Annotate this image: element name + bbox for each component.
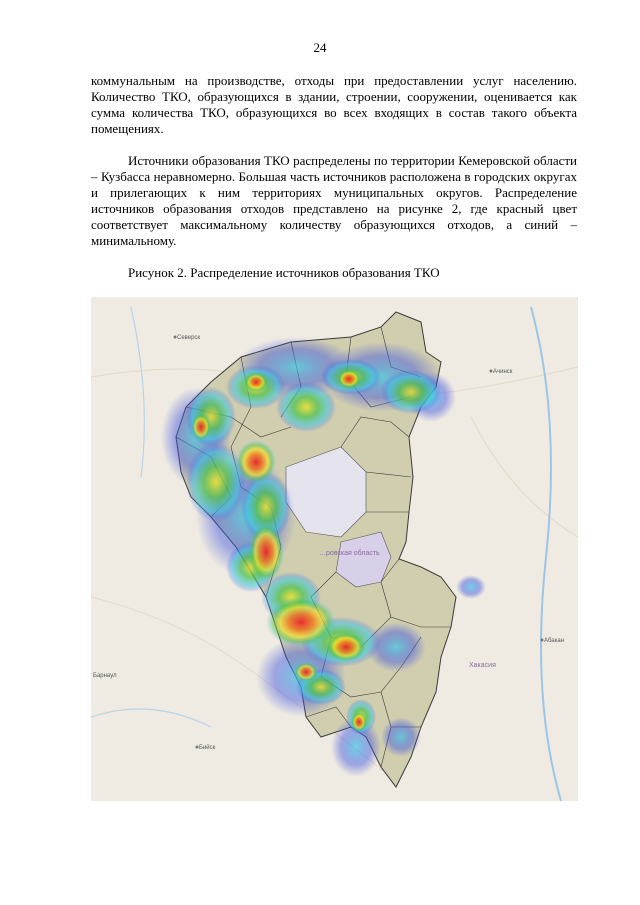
city-dot-abakan [541, 639, 544, 642]
map-label-region: …ровская область [319, 550, 380, 557]
map-label-abakan: Абакан [544, 638, 565, 644]
map-label-barnaul: Барнаул [93, 673, 117, 679]
map-svg [91, 297, 578, 801]
map-label-achinsk: Ачинск [493, 369, 513, 375]
heatmap-figure [91, 297, 578, 801]
map-label-khakasia: Хакасия [469, 662, 496, 669]
figure-caption: Рисунок 2. Распределение источников образования ТКО [128, 265, 440, 280]
page-number: 24 [313, 40, 327, 55]
paragraph-2: Источники образования ТКО распределены по территории Кемеровской области – Кузбасса неравномерно. Большая часть источников расположена в городских округах и прилегающих к ним территориях муниципальных округов. Распределение источников образования отходов представлено на рисунке 2, где красный цвет соответствует максимальному количеству образующихся отходов, а синий – минимальному. [91, 153, 577, 248]
map-label-seversk: Северск [177, 335, 201, 341]
city-dot-achinsk [490, 370, 493, 373]
paragraph-1: коммунальным на производстве, отходы при предоставлении услуг населению. Количество ТКО, образующихся в здании, строении, сооружении, оценивается как сумма количества ТКО, образующихся во всех входящих в состав такого объекта помещениях. [91, 73, 577, 136]
map-label-biysk: Бийск [199, 745, 216, 751]
city-dot-seversk [174, 336, 177, 339]
city-dot-biysk [196, 746, 199, 749]
